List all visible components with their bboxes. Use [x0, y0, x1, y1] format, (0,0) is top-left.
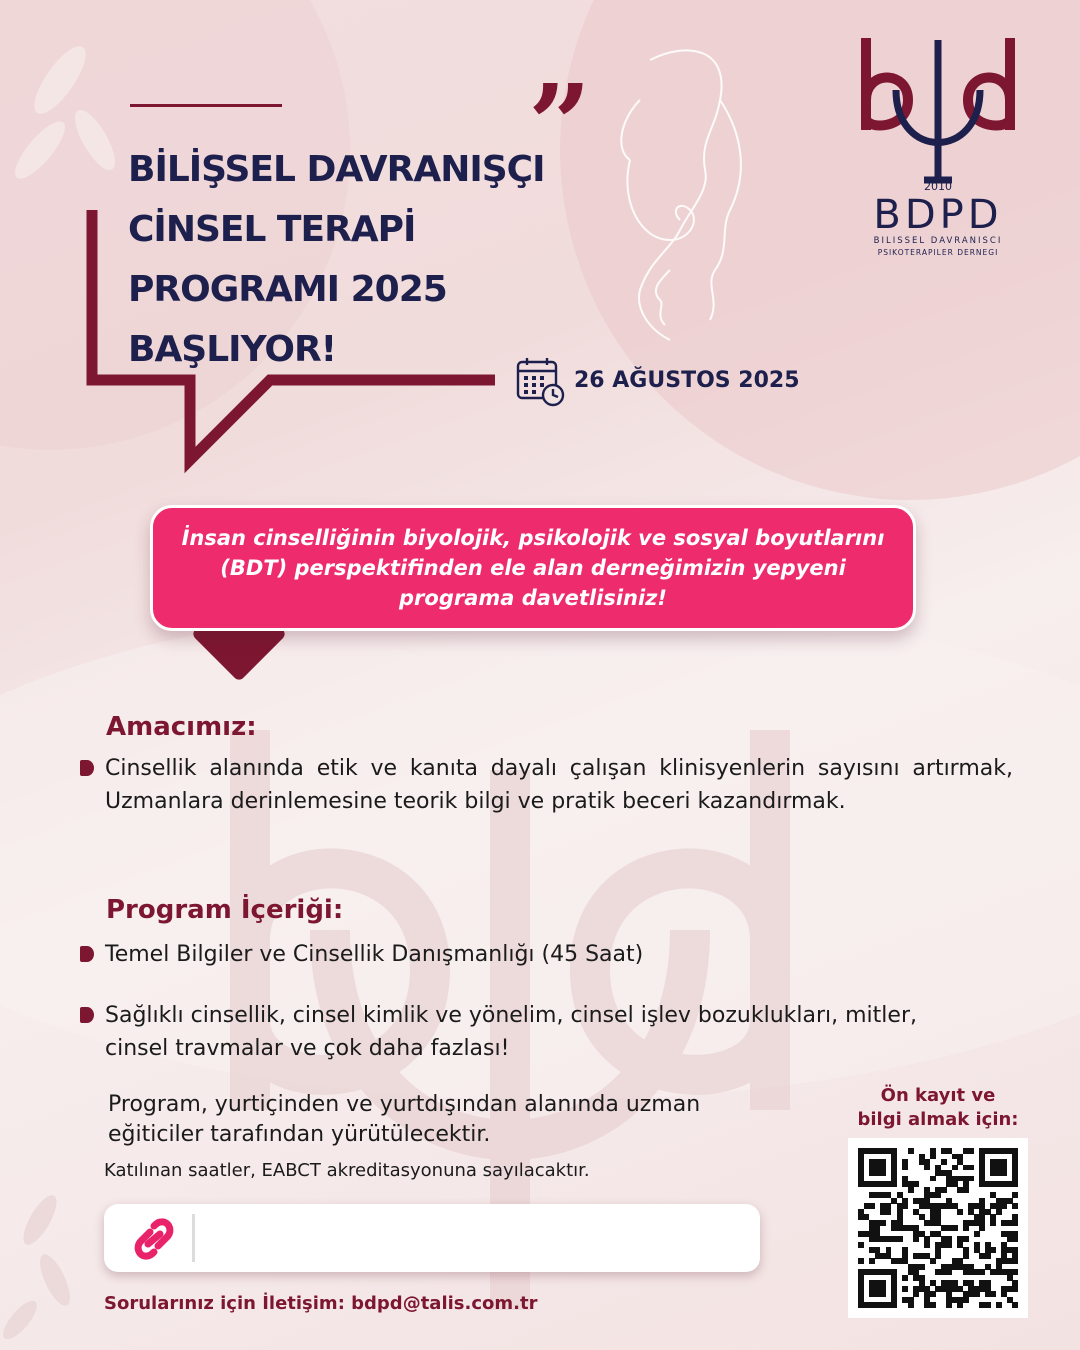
qr-code[interactable]: [848, 1138, 1028, 1318]
qr-module: [974, 1291, 980, 1297]
logo-name: BDPD: [873, 192, 1003, 238]
logo-sub2: PSIKOTERAPILER DERNEGI: [877, 248, 999, 257]
qr-module: [891, 1181, 897, 1187]
title-line-3: PROGRAMI 2025: [128, 269, 447, 310]
qr-module: [880, 1291, 886, 1297]
qr-module: [869, 1203, 875, 1209]
qr-module: [968, 1148, 974, 1154]
link-box[interactable]: [104, 1204, 760, 1272]
qr-module: [974, 1231, 980, 1237]
qr-module: [1001, 1203, 1007, 1209]
bullet-icon: [80, 946, 94, 962]
register-label: [840, 1084, 1036, 1132]
event-date: 26 AĞUSTOS 2025: [574, 368, 800, 393]
qr-module: [957, 1302, 963, 1308]
qr-module: [946, 1269, 952, 1275]
qr-module: [930, 1176, 936, 1182]
content-heading: Program İçeriği:: [106, 895, 344, 925]
content-item-2: Sağlıklı cinsellik, cinsel kimlik ve yönelim, cinsel işlev bozuklukları, mitler, cinsel travmalar ve çok daha fazlası!: [105, 1003, 917, 1061]
invitation-text: İnsan cinselliğinin biyolojik, psikolojik ve sosyal boyutlarını (BDT) perspektifinden ele alan derneğimizin yepyeni programa davetlisiniz!: [181, 526, 885, 610]
qr-module: [930, 1154, 936, 1160]
qr-module: [908, 1148, 914, 1154]
quote-mark: ”: [528, 60, 592, 189]
qr-module: [880, 1220, 886, 1226]
qr-module: [935, 1253, 941, 1259]
aim-heading: Amacımız:: [106, 712, 257, 742]
qr-module: [963, 1225, 969, 1231]
calendar-clock-icon: [515, 356, 567, 408]
qr-module: [902, 1165, 908, 1171]
qr-module: [990, 1247, 996, 1253]
register-line-2: bilgi almak için:: [857, 1109, 1019, 1130]
qr-module: [913, 1291, 919, 1297]
link-divider: [192, 1214, 195, 1262]
qr-module: [913, 1236, 919, 1242]
qr-module: [963, 1253, 969, 1259]
qr-module: [1001, 1170, 1007, 1176]
qr-module: [985, 1253, 991, 1259]
qr-module: [858, 1258, 864, 1264]
contact-line: Sorularınız için İletişim: bdpd@talis.com.tr: [104, 1293, 538, 1314]
qr-module: [1012, 1258, 1018, 1264]
qr-module: [869, 1258, 875, 1264]
qr-module: [930, 1258, 936, 1264]
qr-module: [1012, 1269, 1018, 1275]
qr-module: [902, 1286, 908, 1292]
qr-module: [930, 1291, 936, 1297]
aim-text: Cinsellik alanında etik ve kanıta dayalı çalışan klinisyenlerin sayısını artırmak, Uzmanlara derinlemesine teorik bilgi ve pratik beceri kazandırmak.: [105, 756, 1013, 814]
qr-module: [996, 1209, 1002, 1215]
qr-module: [935, 1192, 941, 1198]
qr-module: [902, 1275, 908, 1281]
link-icon: [124, 1214, 184, 1264]
qr-module: [891, 1302, 897, 1308]
qr-module: [963, 1236, 969, 1242]
qr-module: [1012, 1302, 1018, 1308]
qr-module: [919, 1264, 925, 1270]
qr-module: [930, 1302, 936, 1308]
qr-module: [946, 1302, 952, 1308]
qr-module: [990, 1291, 996, 1297]
qr-module: [952, 1225, 958, 1231]
qr-module: [985, 1302, 991, 1308]
qr-module: [996, 1302, 1002, 1308]
bullet-icon: [80, 760, 94, 776]
qr-module: [963, 1297, 969, 1303]
qr-module: [908, 1302, 914, 1308]
qr-module: [979, 1269, 985, 1275]
page-title: [128, 140, 544, 380]
register-line-1: Ön kayıt ve: [880, 1085, 996, 1106]
qr-module: [1012, 1236, 1018, 1242]
qr-module: [963, 1187, 969, 1193]
qr-module: [941, 1187, 947, 1193]
qr-module: [952, 1165, 958, 1171]
content-item-1: Temel Bilgiler ve Cinsellik Danışmanlığı (45 Saat): [105, 942, 644, 967]
logo-mark-icon: [848, 30, 1028, 190]
qr-module: [880, 1170, 886, 1176]
qr-module: [913, 1181, 919, 1187]
trainers-note: Program, yurtiçinden ve yurtdışından alanında uzman eğiticiler tarafından yürütülecektir.: [108, 1092, 701, 1147]
logo-sub1: BILISSEL DAVRANISCI: [873, 236, 1003, 246]
title-line-2: CİNSEL TERAPİ: [128, 209, 416, 250]
qr-module: [902, 1203, 908, 1209]
qr-module: [1012, 1286, 1018, 1292]
face-line-art: [610, 40, 770, 350]
accreditation-note: Katılınan saatler, EABCT akreditasyonuna sayılacaktır.: [104, 1160, 590, 1181]
qr-module: [1012, 1181, 1018, 1187]
qr-module: [990, 1220, 996, 1226]
qr-module: [1012, 1192, 1018, 1198]
title-line-1: BİLİŞSEL DAVRANIŞÇI: [128, 149, 545, 190]
qr-module: [908, 1187, 914, 1193]
qr-module: [886, 1209, 892, 1215]
qr-module: [1012, 1203, 1018, 1209]
qr-module: [1012, 1220, 1018, 1226]
qr-module: [968, 1165, 974, 1171]
bdpd-logo: [848, 30, 1028, 260]
top-divider: [130, 104, 282, 107]
invitation-banner: [150, 505, 916, 631]
qr-module: [968, 1176, 974, 1182]
leaf-decoration-bottom: [0, 1180, 120, 1350]
qr-module: [858, 1242, 864, 1248]
qr-module: [957, 1209, 963, 1215]
logo-year: 2010: [924, 180, 952, 193]
qr-module: [941, 1159, 947, 1165]
title-line-4: BAŞLIYOR!: [128, 329, 337, 370]
qr-module: [924, 1165, 930, 1171]
qr-module: [924, 1242, 930, 1248]
bullet-icon: [80, 1007, 94, 1023]
qr-module: [979, 1225, 985, 1231]
qr-module: [946, 1242, 952, 1248]
qr-module: [897, 1236, 903, 1242]
